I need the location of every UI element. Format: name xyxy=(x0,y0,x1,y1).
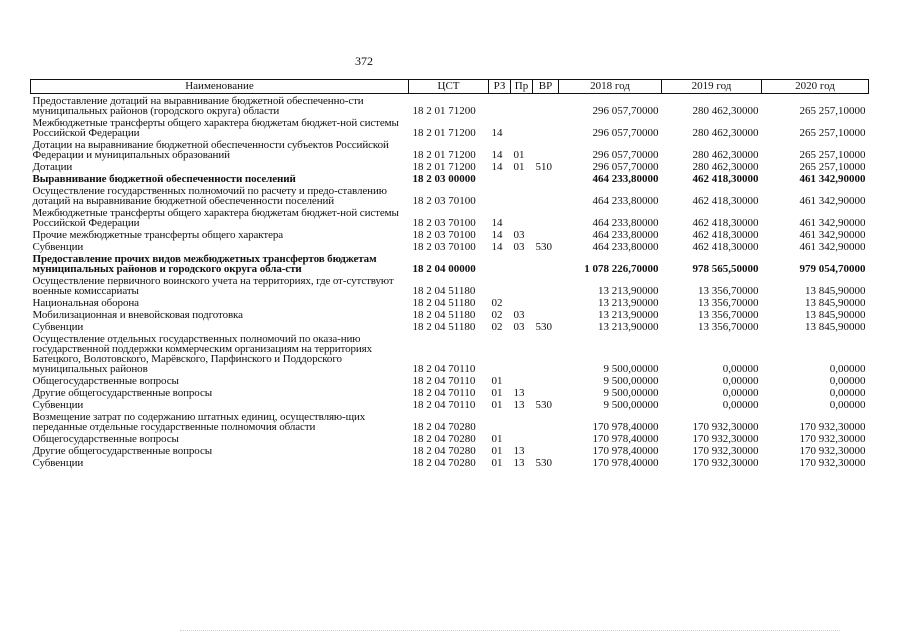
row-rz: 14 xyxy=(491,127,503,139)
row-value-2019: 280 462,30000 xyxy=(692,162,759,173)
row-cst: 18 2 04 51180 xyxy=(412,310,476,321)
row-pr xyxy=(511,298,533,310)
row-name: Межбюджетные трансферты общего характера бюджетам бюджет-ной системы Российской Федерации xyxy=(32,208,399,229)
row-cst: 18 2 04 00000 xyxy=(412,263,476,275)
row-vr xyxy=(533,376,559,388)
row-value-2020: 0,00000 xyxy=(829,388,866,399)
row-value-2018: 9 500,00000 xyxy=(603,400,659,411)
row-value-2019: 13 356,70000 xyxy=(698,322,759,333)
row-cst: 18 2 04 70280 xyxy=(412,434,476,445)
row-value-2018: 464 233,80000 xyxy=(592,242,659,253)
row-value-2019: 170 932,30000 xyxy=(692,421,759,433)
row-vr xyxy=(533,388,559,400)
row-cst: 18 2 04 70280 xyxy=(412,421,476,433)
row-name: Осуществление государственных полномочий по расчету и предо-ставлению дотаций на выравнивание бюджетной обеспеченности поселений xyxy=(32,186,387,207)
row-cst: 18 2 04 51180 xyxy=(412,298,476,309)
row-cst: 18 2 01 71200 xyxy=(412,105,476,117)
row-pr: 13 xyxy=(513,388,525,399)
table-header-row xyxy=(31,80,869,94)
row-rz: 14 xyxy=(491,242,503,253)
header-pr: Пр xyxy=(511,80,533,94)
row-pr xyxy=(511,94,533,119)
row-value-2020: 461 342,90000 xyxy=(799,174,866,185)
row-name: Субвенции xyxy=(32,458,84,469)
row-vr xyxy=(533,310,559,322)
row-value-2018: 1 078 226,70000 xyxy=(584,263,659,275)
row-vr xyxy=(533,186,559,208)
row-vr xyxy=(533,254,559,276)
row-vr xyxy=(533,446,559,458)
row-pr: 03 xyxy=(513,230,525,241)
budget-table xyxy=(30,79,869,470)
row-value-2019: 13 356,70000 xyxy=(698,298,759,309)
header-vr: ВР xyxy=(533,80,559,94)
row-pr xyxy=(511,434,533,446)
row-vr xyxy=(533,118,559,140)
row-value-2020: 170 932,30000 xyxy=(799,434,866,445)
row-value-2020: 0,00000 xyxy=(829,363,866,375)
row-name: Другие общегосударственные вопросы xyxy=(32,446,213,457)
scan-artifact-line xyxy=(180,630,840,633)
row-value-2018: 296 057,70000 xyxy=(592,127,659,139)
row-cst: 18 2 03 70100 xyxy=(412,230,476,241)
row-cst: 18 2 03 70100 xyxy=(412,217,476,229)
table-row xyxy=(31,230,869,242)
row-value-2018: 13 213,90000 xyxy=(598,310,659,321)
row-cst: 18 2 04 70280 xyxy=(412,458,476,469)
header-name: Наименование xyxy=(31,80,409,94)
row-vr: 530 xyxy=(535,458,552,469)
row-cst: 18 2 03 70100 xyxy=(412,195,476,207)
table-row xyxy=(31,242,869,254)
row-rz xyxy=(489,276,511,298)
row-value-2020: 461 342,90000 xyxy=(799,195,866,207)
table-row xyxy=(31,458,869,470)
row-cst: 18 2 01 71200 xyxy=(412,149,476,161)
row-value-2018: 296 057,70000 xyxy=(592,105,659,117)
row-value-2019: 462 418,30000 xyxy=(692,242,759,253)
header-2019: 2019 год xyxy=(662,80,762,94)
row-rz xyxy=(489,174,511,186)
row-rz xyxy=(489,186,511,208)
row-rz xyxy=(489,254,511,276)
row-rz: 01 xyxy=(491,434,503,445)
row-value-2020: 461 342,90000 xyxy=(799,230,866,241)
row-name: Выравнивание бюджетной обеспеченности поселений xyxy=(32,174,296,185)
row-vr xyxy=(533,298,559,310)
table-row xyxy=(31,400,869,412)
row-pr xyxy=(511,276,533,298)
row-value-2019: 0,00000 xyxy=(722,376,759,387)
row-vr xyxy=(533,276,559,298)
row-vr xyxy=(533,230,559,242)
row-value-2019: 13 356,70000 xyxy=(698,310,759,321)
row-value-2019: 462 418,30000 xyxy=(692,217,759,229)
row-cst: 18 2 04 70110 xyxy=(412,388,476,399)
row-value-2020: 265 257,10000 xyxy=(799,149,866,161)
row-value-2020: 13 845,90000 xyxy=(805,322,866,333)
row-value-2018: 9 500,00000 xyxy=(603,376,659,387)
row-name: Мобилизационная и вневойсковая подготовка xyxy=(32,310,243,321)
row-name: Другие общегосударственные вопросы xyxy=(32,388,213,399)
row-rz: 14 xyxy=(491,149,503,161)
row-pr xyxy=(511,174,533,186)
row-pr: 03 xyxy=(513,242,525,253)
table-body xyxy=(31,94,869,471)
row-pr: 03 xyxy=(513,322,525,333)
table-row xyxy=(31,298,869,310)
row-vr xyxy=(533,140,559,162)
row-value-2020: 979 054,70000 xyxy=(799,263,866,275)
row-rz: 01 xyxy=(491,446,503,457)
row-value-2019: 462 418,30000 xyxy=(692,195,759,207)
row-name: Осуществление отдельных государственных полномочий по оказа-нию государственной поддержки коммерческим организациям на территориях Батецкого, Волотовского, Марёвского, Парфинского и Поддорского муниципальных районов xyxy=(32,334,373,375)
row-value-2019: 280 462,30000 xyxy=(692,105,759,117)
row-name: Общегосударственные вопросы xyxy=(32,434,179,445)
row-cst: 18 2 01 71200 xyxy=(412,127,476,139)
header-2020: 2020 год xyxy=(762,80,869,94)
row-value-2018: 296 057,70000 xyxy=(592,162,659,173)
row-value-2020: 0,00000 xyxy=(829,400,866,411)
table-row xyxy=(31,140,869,162)
row-value-2020: 170 932,30000 xyxy=(799,458,866,469)
header-2018: 2018 год xyxy=(559,80,662,94)
row-vr xyxy=(533,434,559,446)
row-vr: 530 xyxy=(535,242,552,253)
row-vr: 530 xyxy=(535,400,552,411)
row-value-2018: 13 213,90000 xyxy=(598,298,659,309)
row-value-2018: 9 500,00000 xyxy=(603,363,659,375)
row-rz: 14 xyxy=(491,162,503,173)
row-name: Прочие межбюджетные трансферты общего характера xyxy=(32,230,284,241)
row-pr xyxy=(511,376,533,388)
row-pr xyxy=(511,412,533,434)
row-vr xyxy=(533,174,559,186)
row-cst: 18 2 04 70280 xyxy=(412,446,476,457)
row-rz: 01 xyxy=(491,388,503,399)
row-value-2020: 461 342,90000 xyxy=(799,242,866,253)
row-name: Предоставление прочих видов межбюджетных трансфертов бюджетам муниципальных районов и городского округа обла-сти xyxy=(32,254,377,275)
row-rz: 14 xyxy=(491,217,503,229)
row-value-2020: 0,00000 xyxy=(829,376,866,387)
row-name: Дотации xyxy=(32,162,73,173)
row-value-2018: 296 057,70000 xyxy=(592,149,659,161)
row-vr xyxy=(533,94,559,119)
row-value-2020: 13 845,90000 xyxy=(805,285,866,297)
row-name: Субвенции xyxy=(32,322,84,333)
row-pr xyxy=(511,254,533,276)
table-row xyxy=(31,310,869,322)
row-name: Возмещение затрат по содержанию штатных единиц, осуществляю-щих переданные отдельные государственные полномочия области xyxy=(32,412,366,433)
table-row xyxy=(31,118,869,140)
row-value-2020: 461 342,90000 xyxy=(799,217,866,229)
row-vr: 530 xyxy=(535,322,552,333)
row-value-2020: 265 257,10000 xyxy=(799,162,866,173)
row-value-2018: 464 233,80000 xyxy=(592,195,659,207)
row-vr xyxy=(533,208,559,230)
row-value-2019: 0,00000 xyxy=(722,363,759,375)
row-pr xyxy=(511,334,533,376)
row-value-2020: 265 257,10000 xyxy=(799,127,866,139)
row-rz: 01 xyxy=(491,458,503,469)
row-value-2018: 464 233,80000 xyxy=(592,230,659,241)
row-pr: 13 xyxy=(513,446,525,457)
table-row xyxy=(31,388,869,400)
header-rz: РЗ xyxy=(489,80,511,94)
table-row xyxy=(31,162,869,174)
row-cst: 18 2 04 51180 xyxy=(412,285,476,297)
row-value-2020: 265 257,10000 xyxy=(799,105,866,117)
row-name: Субвенции xyxy=(32,400,84,411)
row-rz: 02 xyxy=(491,298,503,309)
table-row xyxy=(31,446,869,458)
row-value-2019: 280 462,30000 xyxy=(692,149,759,161)
table-row xyxy=(31,94,869,119)
row-vr: 510 xyxy=(535,162,552,173)
row-name: Национальная оборона xyxy=(32,298,139,309)
table-row xyxy=(31,376,869,388)
table-row xyxy=(31,208,869,230)
row-rz xyxy=(489,94,511,119)
page-number: 372 xyxy=(355,54,373,68)
row-rz: 01 xyxy=(491,376,503,387)
row-cst: 18 2 04 70110 xyxy=(412,376,476,387)
row-value-2019: 280 462,30000 xyxy=(692,127,759,139)
row-value-2020: 13 845,90000 xyxy=(805,310,866,321)
row-value-2019: 13 356,70000 xyxy=(698,285,759,297)
row-value-2019: 170 932,30000 xyxy=(692,434,759,445)
row-value-2020: 170 932,30000 xyxy=(799,446,866,457)
row-value-2018: 170 978,40000 xyxy=(592,446,659,457)
row-cst: 18 2 01 71200 xyxy=(412,162,476,173)
row-pr: 03 xyxy=(513,310,525,321)
row-cst: 18 2 04 51180 xyxy=(412,322,476,333)
table-row xyxy=(31,276,869,298)
row-value-2018: 464 233,80000 xyxy=(592,174,659,185)
table-row xyxy=(31,322,869,334)
row-value-2018: 170 978,40000 xyxy=(592,421,659,433)
row-pr xyxy=(511,208,533,230)
table-row xyxy=(31,434,869,446)
row-rz: 14 xyxy=(491,230,503,241)
table-row xyxy=(31,174,869,186)
row-value-2019: 978 565,50000 xyxy=(692,263,759,275)
row-value-2018: 9 500,00000 xyxy=(603,388,659,399)
row-rz xyxy=(489,412,511,434)
row-cst: 18 2 04 70110 xyxy=(412,363,476,375)
row-vr xyxy=(533,334,559,376)
row-pr: 13 xyxy=(513,458,525,469)
row-name: Субвенции xyxy=(32,242,84,253)
row-value-2019: 462 418,30000 xyxy=(692,230,759,241)
table-row xyxy=(31,334,869,376)
row-rz: 02 xyxy=(491,322,503,333)
row-vr xyxy=(533,412,559,434)
row-name: Дотации на выравнивание бюджетной обеспеченности субъектов Российской Федерации и муниципальных образований xyxy=(32,140,389,161)
row-cst: 18 2 03 00000 xyxy=(412,174,476,185)
row-cst: 18 2 03 70100 xyxy=(412,242,476,253)
row-name: Общегосударственные вопросы xyxy=(32,376,179,387)
row-rz: 01 xyxy=(491,400,503,411)
table-row xyxy=(31,254,869,276)
row-value-2018: 13 213,90000 xyxy=(598,285,659,297)
row-pr xyxy=(511,118,533,140)
row-name: Межбюджетные трансферты общего характера бюджетам бюджет-ной системы Российской Федерации xyxy=(32,118,399,139)
row-value-2018: 170 978,40000 xyxy=(592,458,659,469)
row-pr xyxy=(511,186,533,208)
row-value-2019: 170 932,30000 xyxy=(692,446,759,457)
row-value-2018: 13 213,90000 xyxy=(598,322,659,333)
row-pr: 01 xyxy=(513,149,525,161)
row-rz xyxy=(489,334,511,376)
row-value-2018: 170 978,40000 xyxy=(592,434,659,445)
row-cst: 18 2 04 70110 xyxy=(412,400,476,411)
row-name: Осуществление первичного воинского учета на территориях, где от-сутствуют военные комиссариаты xyxy=(32,276,394,297)
table-row xyxy=(31,186,869,208)
row-value-2019: 170 932,30000 xyxy=(692,458,759,469)
row-rz: 02 xyxy=(491,310,503,321)
row-value-2019: 0,00000 xyxy=(722,400,759,411)
row-pr: 01 xyxy=(513,162,525,173)
row-value-2020: 13 845,90000 xyxy=(805,298,866,309)
table-row xyxy=(31,412,869,434)
row-pr: 13 xyxy=(513,400,525,411)
row-value-2019: 0,00000 xyxy=(722,388,759,399)
row-value-2018: 464 233,80000 xyxy=(592,217,659,229)
row-name: Предоставление дотаций на выравнивание бюджетной обеспеченно-сти муниципальных районов (городского округа) области xyxy=(32,95,364,117)
row-value-2020: 170 932,30000 xyxy=(799,421,866,433)
header-cst: ЦСТ xyxy=(409,80,489,94)
row-value-2019: 462 418,30000 xyxy=(692,174,759,185)
